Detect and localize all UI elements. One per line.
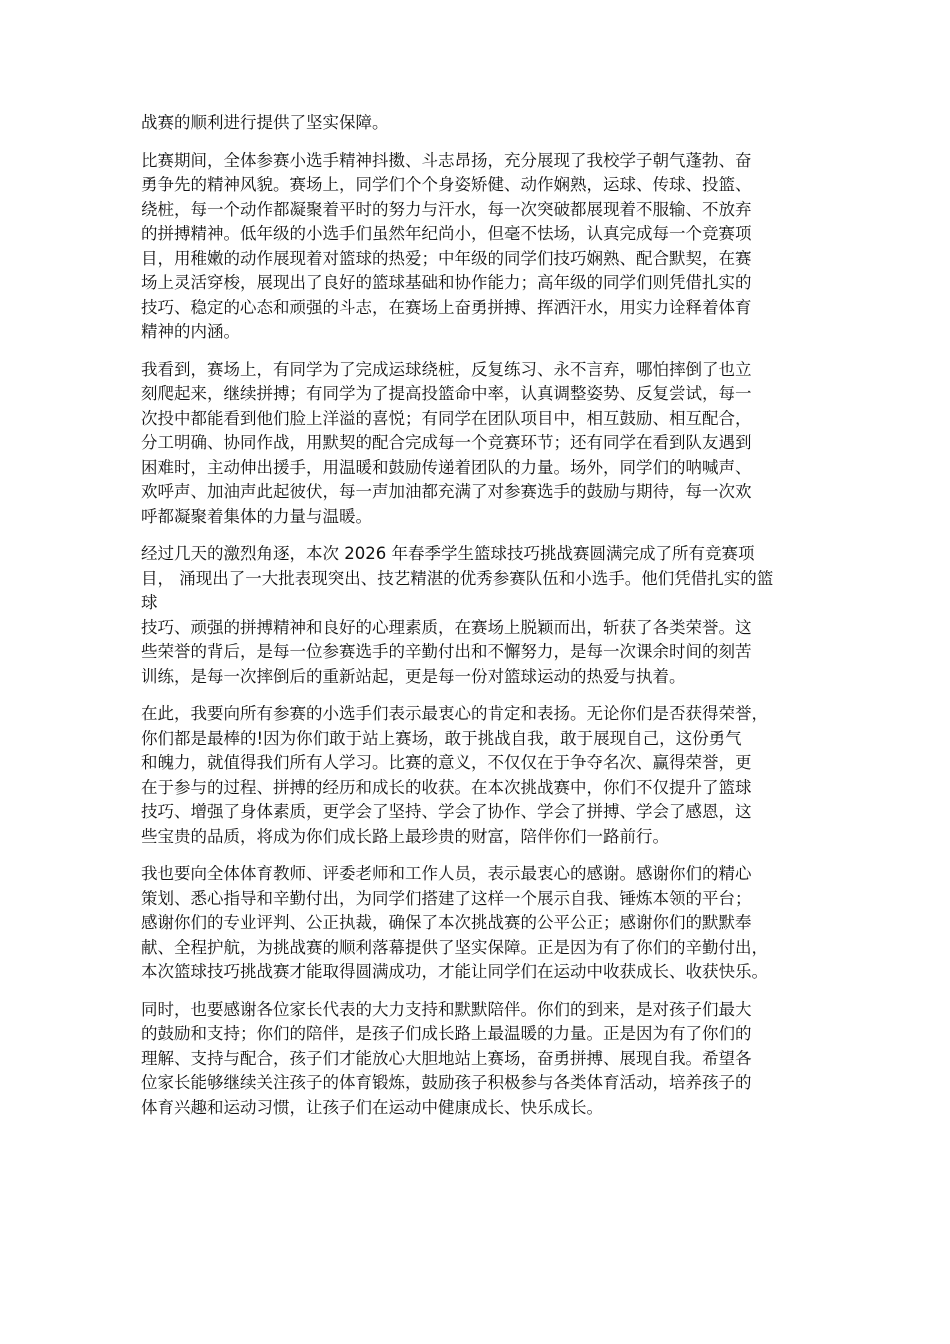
- text-line: 我也要向全体体育教师、评委老师和工作人员，表示最衷心的感谢。感谢你们的精心: [141, 864, 752, 883]
- text-line: 战赛的顺利进行提供了坚实保障。: [141, 113, 389, 132]
- paragraph-4: [141, 542, 831, 689]
- text-line: 欢呼声、加油声此起彼伏，每一声加油都充满了对参赛选手的鼓励与期待，每一次欢: [141, 482, 752, 501]
- text-line: 体育兴趣和运动习惯，让孩子们在运动中健康成长、快乐成长。: [141, 1097, 603, 1117]
- text-line: 你们都是最棒的!因为你们敢于站上赛场，敢于挑战自我，敢于展现自己，这份勇气: [141, 728, 742, 748]
- text-line: 训练，是每一次摔倒后的重新站起，更是每一份对篮球运动的热爱与执着。: [141, 666, 686, 686]
- text-line: 献、全程护航，为挑战赛的顺利落幕提供了坚实保障。正是因为有了你们的辛勤付出，: [141, 937, 768, 957]
- text-line: 刻爬起来，继续拼搏；有同学为了提高投篮命中率，认真调整姿势、反复尝试，每一: [141, 384, 752, 403]
- text-line: 理解、支持与配合，孩子们才能放心大胆地站上赛场，奋勇拼搏、展现自我。希望各: [141, 1048, 752, 1068]
- text-line: 球: [141, 593, 158, 612]
- text-line: 目， 涌现出了一大批表现突出、技艺精湛的优秀参赛队伍和小选手。他们凭借扎实的篮: [141, 568, 774, 588]
- paragraph-3: [141, 358, 831, 530]
- paragraph-7: [141, 998, 831, 1121]
- text-line: 感谢你们的专业评判、公正执裁，确保了本次挑战赛的公平公正；感谢你们的默默奉: [141, 913, 752, 932]
- text-line: 分工明确、协同作战，用默契的配合完成每一个竞赛环节；还有同学在看到队友遇到: [141, 433, 752, 452]
- text-line: 经过几天的激烈角逐，本次 2026 年春季学生篮球技巧挑战赛圆满完成了所有竞赛项: [141, 544, 755, 563]
- text-line: 场上灵活穿梭，展现出了良好的篮球基础和协作能力；高年级的同学们则凭借扎实的: [141, 273, 752, 292]
- text-line: 困难时，主动伸出援手，用温暖和鼓励传递着团队的力量。场外，同学们的呐喊声、: [141, 457, 752, 477]
- text-line: 技巧、增强了身体素质，更学会了坚持、学会了协作、学会了拼搏、学会了感恩，这: [141, 802, 752, 821]
- paragraph-6: [141, 862, 831, 985]
- text-line: 呼都凝聚着集体的力量与温暖。: [141, 506, 372, 526]
- text-line: 的拼搏精神。低年级的小选手们虽然年纪尚小，但毫不怯场，认真完成每一个竞赛项: [141, 224, 752, 243]
- text-line: 同时，也要感谢各位家长代表的大力支持和默默陪伴。你们的到来，是对孩子们最大: [141, 999, 752, 1019]
- text-line: 策划、悉心指导和辛勤付出，为同学们搭建了这样一个展示自我、锤炼本领的平台；: [141, 888, 752, 908]
- paragraph-1: [141, 111, 831, 136]
- text-line: 在此，我要向所有参赛的小选手们表示最衷心的肯定和表扬。无论你们是否获得荣誉，: [141, 704, 768, 723]
- paragraph-5: [141, 702, 831, 849]
- text-line: 和魄力，就值得我们所有人学习。比赛的意义，不仅仅在于争夺名次、赢得荣誉，更: [141, 753, 752, 772]
- paragraph-2: [141, 149, 831, 345]
- text-line: 比赛期间，全体参赛小选手精神抖擞、斗志昂扬，充分展现了我校学子朝气蓬勃、奋: [141, 150, 752, 170]
- text-line: 技巧、顽强的拼搏精神和良好的心理素质，在赛场上脱颖而出，斩获了各类荣誉。这: [141, 617, 752, 637]
- text-line: 本次篮球技巧挑战赛才能取得圆满成功，才能让同学们在运动中收获成长、收获快乐。: [141, 962, 768, 981]
- document-body: [141, 111, 831, 1133]
- text-line: 技巧、稳定的心态和顽强的斗志，在赛场上奋勇拼搏、挥洒汗水，用实力诠释着体育: [141, 297, 752, 317]
- text-line: 绕桩，每一个动作都凝聚着平时的努力与汗水，每一次突破都展现着不服输、不放弃: [141, 199, 752, 219]
- text-line: 位家长能够继续关注孩子的体育锻炼，鼓励孩子积极参与各类体育活动，培养孩子的: [141, 1073, 752, 1092]
- text-line: 些荣誉的背后，是每一位参赛选手的辛勤付出和不懈努力，是每一次课余时间的刻苦: [141, 642, 752, 661]
- text-line: 在于参与的过程、拼搏的经历和成长的收获。在本次挑战赛中，你们不仅提升了篮球: [141, 777, 752, 797]
- text-line: 目，用稚嫩的动作展现着对篮球的热爱；中年级的同学们技巧娴熟、配合默契，在赛: [141, 248, 752, 268]
- text-line: 我看到，赛场上，有同学为了完成运球绕桩，反复练习、永不言弃，哪怕摔倒了也立: [141, 359, 752, 379]
- text-line: 些宝贵的品质，将成为你们成长路上最珍贵的财富，陪伴你们一路前行。: [141, 826, 669, 846]
- text-line: 勇争先的精神风貌。赛场上，同学们个个身姿矫健、动作娴熟，运球、传球、投篮、: [141, 175, 752, 194]
- text-line: 的鼓励和支持；你们的陪伴，是孩子们成长路上最温暖的力量。正是因为有了你们的: [141, 1024, 752, 1043]
- text-line: 精神的内涵。: [141, 322, 240, 341]
- text-line: 次投中都能看到他们脸上洋溢的喜悦；有同学在团队项目中，相互鼓励、相互配合，: [141, 408, 752, 428]
